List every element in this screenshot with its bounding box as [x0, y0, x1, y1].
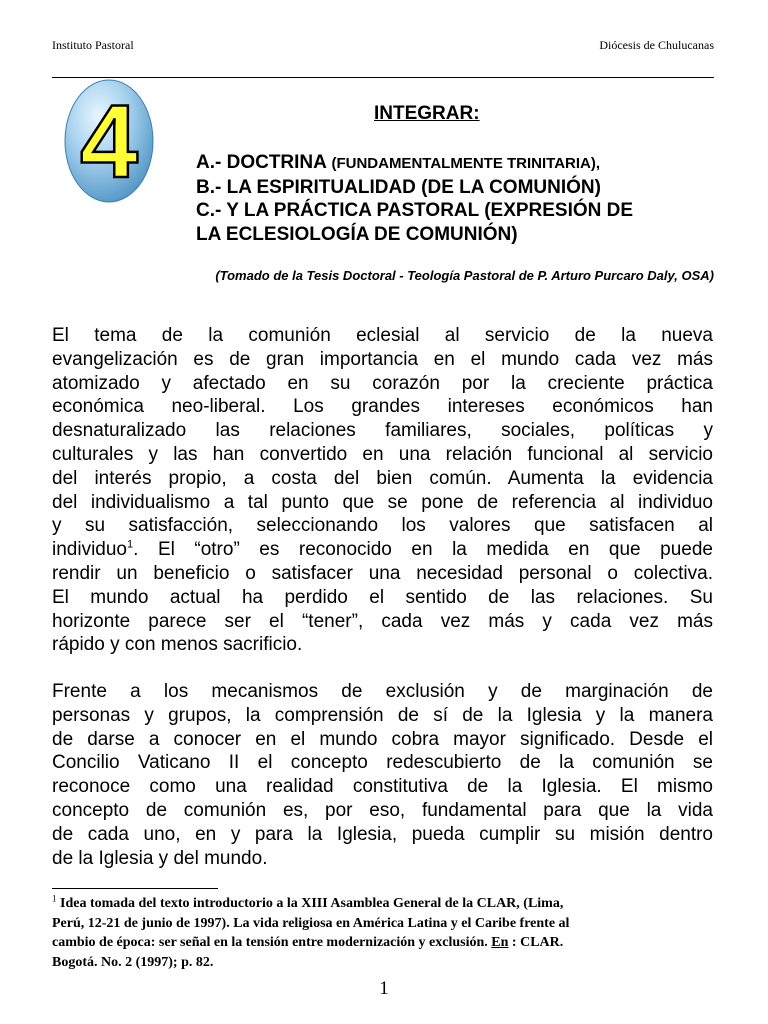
footnote-line: cambio de época: ser señal en la tensión entre modernización y exclusión. En : CLAR. [52, 935, 564, 950]
text-line: reconoce como una realidad constitutiva de la Iglesia. El mismo [52, 776, 713, 798]
text-line: de la Iglesia y del mundo. [52, 847, 268, 869]
text-line: El tema de la comunión eclesial al servicio de la nueva [52, 325, 713, 346]
text-line: horizonte parece ser el “tener”, cada vez más y cada vez más [52, 610, 713, 632]
footnote [52, 894, 712, 972]
footnote-line: Perú, 12-21 de junio de 1997). La vida religiosa en América Latina y el Caribe frente al [52, 915, 570, 931]
text-line: del individualismo a tal punto que se pone de referencia al individuo [52, 491, 713, 513]
text-line: Frente a los mecanismos de exclusión y de marginación de [52, 681, 713, 702]
text-line: atomizado y afectado en su corazón por la creciente práctica [52, 372, 713, 394]
text-line: de darse a conocer en el mundo cobra mayor significado. Desde el [52, 728, 713, 750]
text-line: rendir un beneficio o satisfacer una necesidad personal o colectiva. [52, 562, 713, 584]
footnote-divider [52, 888, 218, 889]
page-header [52, 38, 714, 54]
text-line: evangelización es de gran importancia en el mundo cada vez más [52, 348, 713, 370]
footnote-reference[interactable]: 1 [127, 538, 134, 551]
footnote-line: $^1$ Idea tomada del texto introductorio a la XIII Asamblea General de la CLAR, (Lima, [52, 893, 564, 911]
page-number: 1 [379, 978, 389, 999]
paragraph-1 [52, 324, 713, 657]
footnote-number: 1 [52, 893, 57, 904]
text-line: Concilio Vaticano II el concepto redescubierto de la comunión se [52, 752, 713, 774]
badge-digit: 4 [80, 84, 138, 200]
outline-item-a: A.- DOCTRINA (FUNDAMENTALMENTE TRINITARIA), [196, 152, 601, 173]
outline-item-c-continued: LA ECLESIOLOGÍA DE COMUNIÓN) [196, 223, 518, 245]
text-line: El mundo actual ha perdido el sentido de las relaciones. Su [52, 586, 713, 608]
text-line: personas y grupos, la comprensión de sí de la Iglesia y la manera [52, 704, 713, 726]
text-line: desnaturalizado las relaciones familiares, sociales, políticas y [52, 420, 713, 442]
number-4-badge-icon [63, 77, 155, 205]
source-citation: (Tomado de la Tesis Doctoral - Teología Pastoral de P. Arturo Purcaro Daly, OSA) [215, 268, 714, 283]
topic-outline [196, 151, 726, 246]
outline-item-c: C.- Y LA PRÁCTICA PASTORAL (EXPRESIÓN DE [196, 200, 634, 221]
text-line: económica neo-liberal. Los grandes intereses económicos han [52, 396, 713, 418]
text-line: y su satisfacción, seleccionando los valores que satisfacen al [52, 515, 713, 537]
text-line: culturales y las han convertido en una relación funcional al servicio [52, 443, 713, 465]
text-line: concepto de comunión es, por eso, fundamental para que la vida [52, 799, 713, 821]
paragraph-2 [52, 680, 713, 870]
text-line-with-footnote: individuo$^1$. El “otro” es reconocido en la medida en que puede [52, 538, 713, 561]
text-line: rápido y con menos sacrificio. [52, 634, 303, 656]
outline-item-b: B.- LA ESPIRITUALIDAD (DE LA COMUNIÓN) [196, 176, 601, 198]
header-institution: Instituto Pastoral [52, 38, 134, 52]
text-line: del interés propio, a costa del bien común. Aumenta la evidencia [52, 467, 713, 489]
text-line: de cada uno, en y para la Iglesia, pueda cumplir su misión dentro [52, 823, 713, 845]
footnote-line: Bogotá. No. 2 (1997); p. 82. [52, 954, 214, 970]
header-diocese: Diócesis de Chulucanas [599, 38, 714, 52]
section-title: INTEGRAR: [374, 103, 480, 124]
